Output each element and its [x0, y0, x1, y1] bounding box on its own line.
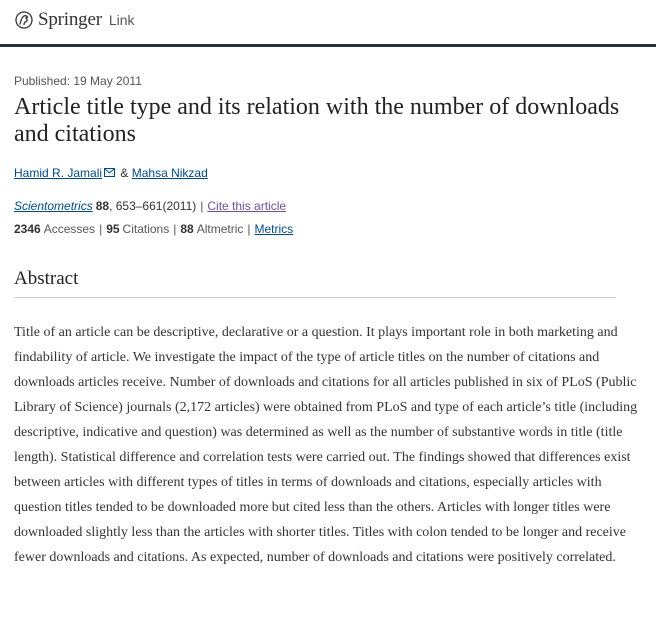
altmetric-label: Altmetric [196, 222, 244, 236]
journal-link[interactable]: Scientometrics [14, 199, 93, 213]
citation-line [14, 199, 286, 213]
springer-link-logo[interactable] [15, 9, 135, 31]
separator: | [173, 222, 177, 236]
article-title: Article title type and its relation with the number of downloads and citations [14, 94, 620, 147]
author-list [14, 166, 208, 180]
accesses-label: Accesses [43, 222, 96, 236]
springer-horse-icon [15, 11, 33, 29]
author-link[interactable]: Hamid R. Jamali [14, 166, 103, 180]
section-divider [14, 297, 616, 298]
brand-name: Springer [38, 9, 102, 30]
site-header [0, 0, 656, 47]
brand-suffix: Link [108, 12, 135, 28]
cite-article-link[interactable]: Cite this article [207, 199, 287, 213]
accesses-count: 2346 [14, 222, 41, 236]
abstract-text: Title of an article can be descriptive, declarative or a question. It plays important role in both marketing and findability of article. We investigate the impact of the type of article titles on the number of citations and downloads articles receive. Number of downloads and citations for all articles published in six of PLoS (Public Library of Science) journals (2,172 articles) were obtained from PLoS and type of each article’s title (including descriptive, indicative and question) was determined as well as the number of substantive words in title (title length). Statistical difference and correlation tests were carried out. The findings showed that differences exist between articles with different types of titles in terms of downloads and citations, especially articles with question titles tended to be downloaded more but cited less than the others. Articles with longer titles were downloaded slightly less than the articles with shorter titles. Titles with colon tended to be longer and receive fewer downloads and citations. As expected, number of downloads and citations were positively correlated. [14, 325, 638, 565]
altmetric-score: 88 [180, 222, 194, 236]
email-icon[interactable] [104, 166, 115, 180]
abstract-heading: Abstract [14, 268, 79, 289]
volume-number: 88 [95, 199, 110, 213]
metrics-link[interactable]: Metrics [254, 222, 294, 236]
separator: | [99, 222, 103, 236]
separator: | [247, 222, 251, 236]
separator: | [200, 199, 204, 213]
page-range: , 653–661(2011) [109, 199, 197, 213]
author-link[interactable]: Mahsa Nikzad [131, 166, 208, 180]
metrics-bar [14, 222, 293, 236]
author-separator: & [120, 166, 129, 180]
citations-count: 95 [106, 222, 120, 236]
citations-label: Citations [122, 222, 170, 236]
published-date: Published: 19 May 2011 [14, 74, 142, 88]
